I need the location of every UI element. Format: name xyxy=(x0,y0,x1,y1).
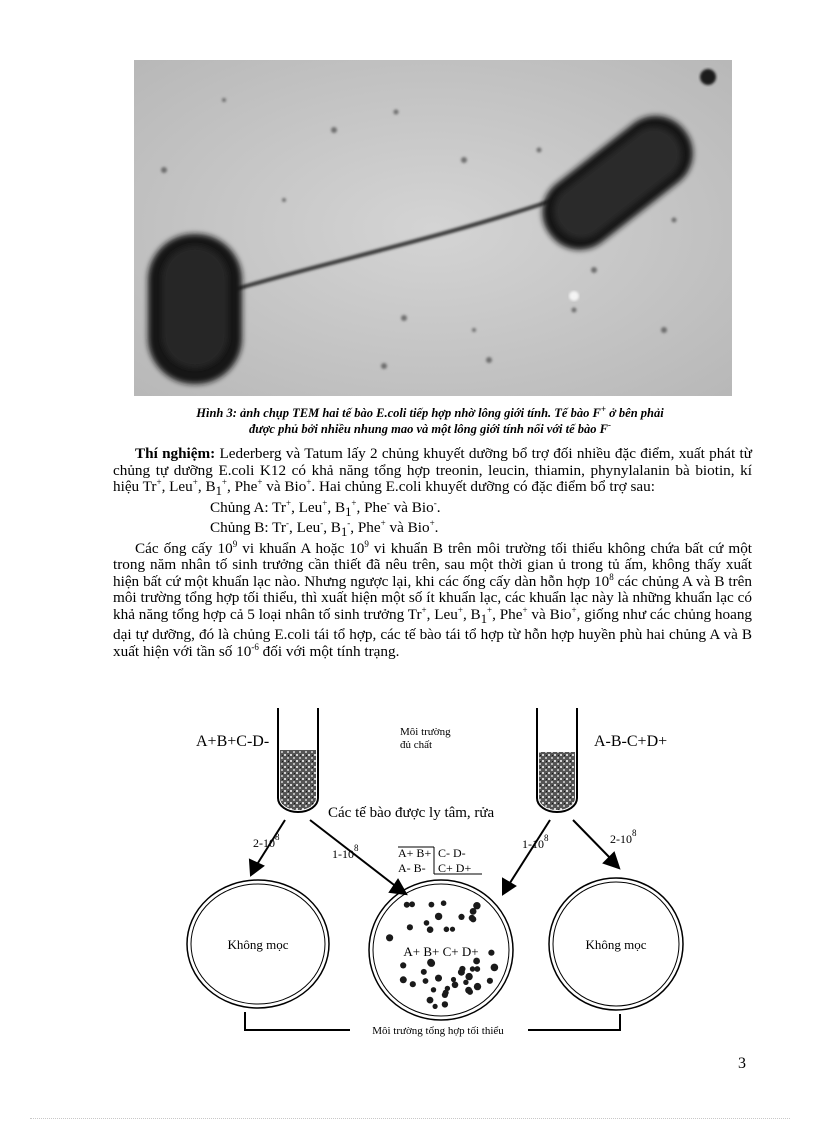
centrifuge-text: Các tế bào được ly tâm, rửa xyxy=(328,805,495,821)
left-plate-label: Không mọc xyxy=(227,937,289,952)
body-text xyxy=(113,446,752,660)
colony-dot xyxy=(470,908,477,915)
colony-dot xyxy=(427,997,434,1004)
colony-dot xyxy=(444,927,450,933)
footer-divider xyxy=(30,1118,790,1119)
right-outer-count: $2-10^8$ xyxy=(610,828,637,846)
colony-dot xyxy=(487,978,493,984)
experiment-label: Thí nghiệm: xyxy=(135,445,216,462)
right-plate-label: Không mọc xyxy=(585,937,647,952)
page-number: 3 xyxy=(738,1055,746,1072)
colony-dot xyxy=(435,975,442,982)
figure-caption: Hình 3: ảnh chụp TEM hai tế bào E.coli tiếp hợp nhờ lông giới tính. Tế bào F+ ở bên phải được phủ bởi nhiều nhung mao và một lông giới tính nối với tế bào F- xyxy=(196,403,664,436)
left-outer-count: $2-10^8$ xyxy=(253,832,280,850)
colony-dot xyxy=(458,969,465,976)
colony-dot xyxy=(421,969,427,975)
colony-dot xyxy=(400,962,406,968)
left-inner-count: $1-10^8$ xyxy=(332,843,359,861)
colony-dot xyxy=(469,915,475,921)
colony-dot xyxy=(404,902,410,908)
colony-dot xyxy=(427,926,434,933)
recombination-diagram xyxy=(170,700,730,1045)
colony-dot xyxy=(451,977,456,982)
colony-dot xyxy=(445,986,450,991)
colony-dot xyxy=(429,902,435,908)
paragraph-experiment: Thí nghiệm: Lederberg và Tatum lấy 2 chủng khuyết dưỡng bổ trợ đối nhiều đặc điểm, xuất phát từ chủng tự dưỡng E.coli K12 có khả năng tổng hợp treonin, leucin, thiamin, phynylalanin bà biotin, kí hiệu Tr+, Leu+, $B_1^+$, Phe+ và Bio+. Hai chủng E.coli khuyết dưỡng có đặc điểm bổ trợ sau: xyxy=(113,445,752,499)
colony-dot xyxy=(442,1001,448,1007)
mix-top-left: A+ B+ xyxy=(398,846,432,860)
strain-b: Chủng B: Tr-, Leu-, $B_1^-$, Phe+ và Bio+. xyxy=(210,518,439,540)
right-plate xyxy=(549,878,683,1010)
colony-dot xyxy=(491,964,499,972)
colony-dot xyxy=(407,924,413,930)
colony-dot xyxy=(427,959,434,966)
right-tube-label: A-B-C+D+ xyxy=(594,733,668,750)
mix-top-right: C- D- xyxy=(438,846,466,860)
colony-dot xyxy=(463,980,468,985)
colony-dot xyxy=(433,1004,438,1009)
minimal-medium-label: Môi trường tổng hợp tối thiểu xyxy=(372,1025,504,1037)
mix-bottom-right: C+ D+ xyxy=(438,861,472,875)
left-tube xyxy=(278,708,318,812)
colony-dot xyxy=(452,982,459,989)
left-plate xyxy=(187,880,329,1008)
colony-dot xyxy=(488,950,494,956)
right-tube xyxy=(537,708,577,812)
colony-dot xyxy=(465,987,472,994)
colony-dot xyxy=(450,927,455,932)
medium-full-line2: đủ chất xyxy=(400,739,433,751)
colony-dot xyxy=(431,987,436,992)
mix-bottom-left: A- B- xyxy=(398,861,426,875)
tem-photo xyxy=(134,60,732,396)
left-tube-label: A+B+C-D- xyxy=(196,733,270,750)
colony-dot xyxy=(474,966,480,972)
colony-dot xyxy=(400,976,407,983)
colony-dot xyxy=(423,978,429,984)
paragraph-results: Các ống cấy $10^9$ vi khuẩn A hoặc $10^9$ vi khuẩn B trên môi trường tối thiểu không chứa bất cứ một trong năm nhân tố sinh trưởng cần thiết đã nêu trên, sau một thời gian ủ trong tủ ấm, không thấy xuất hiện bất cứ một khuẩn lạc nào. Nhưng ngược lại, khi các ống cấy dàn hỗn hợp $10^8$ các chủng A và B trên môi trường tổng hợp tối thiểu, thì xuất hiện một số ít khuẩn lạc, các khuẩn lạc này là những khuẩn lạc có khả năng tổng hợp cả 5 loại nhân tố sinh trưởng Tr+, Leu+, $B_1^+$, Phe+ và Bio+, giống như các chủng hoang dại tự dưỡng, đó là chủng E.coli tái tổ hợp, các tế bào tái tổ hợp từ hỗn hợp huyền phù hai chủng A và B xuất hiện với tần số $10^{-6}$ đối với một tính trạng. xyxy=(113,538,753,660)
colony-dot xyxy=(474,983,481,990)
colony-dot xyxy=(458,914,464,920)
medium-full-line1: Môi trường xyxy=(400,726,451,738)
colony-dot xyxy=(470,966,475,971)
colony-dot xyxy=(465,973,472,980)
colony-dot xyxy=(386,934,393,941)
right-inner-count: $1-10^8$ xyxy=(522,833,549,851)
center-plate-label: A+ B+ C+ D+ xyxy=(403,944,479,959)
colony-dot xyxy=(410,981,416,987)
strain-a: Chủng A: Tr+, Leu+, $B_1^+$, Phe- và Bio-. xyxy=(210,497,441,519)
colony-dot xyxy=(435,913,442,920)
colony-dot xyxy=(441,900,447,906)
colony-dot xyxy=(409,901,415,907)
colony-dot xyxy=(442,992,448,998)
colony-dot xyxy=(424,920,430,926)
center-plate xyxy=(369,880,513,1020)
